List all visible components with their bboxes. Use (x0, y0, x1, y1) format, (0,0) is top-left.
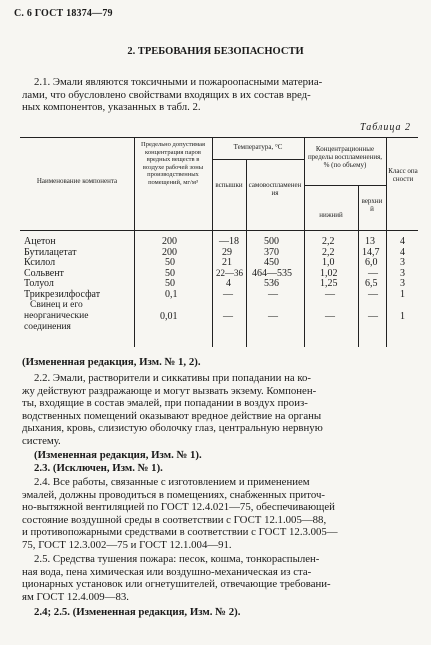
text-line: систему. (22, 434, 61, 447)
table-caption: Таблица 2 (360, 122, 411, 133)
paragraph-2-4 (22, 476, 420, 552)
text-line: ты, входящие в состав эмалей, при попадании в воздух произ- (22, 397, 308, 410)
table-row: Ацетон 200 —18 500 2,2 13 4 (24, 236, 405, 247)
table-2 (20, 137, 418, 347)
header-flash: вспышки (215, 181, 243, 189)
text-line: состояние воздушной среды в соответствии с ГОСТ 12.1.005—88, (22, 513, 327, 526)
text-line: но-вытяжной вентиляцией по ГОСТ 12.4.021—75, обеспечивающей (22, 501, 335, 514)
header-upper: верхний (361, 197, 383, 213)
header-name: Наименование компонента (36, 177, 118, 185)
table-row: Ксилол 50 21 450 1,0 6,0 3 (24, 257, 405, 268)
text-line: эмалей, должны проводиться в помещениях, снабженных приточ- (22, 488, 326, 501)
amendment-note: (Измененная редакция, Изм. № 1). (34, 449, 202, 461)
amendment-note: 2.4; 2.5. (Измененная редакция, Изм. № 2). (34, 606, 241, 618)
text-line: 2.1. Эмали являются токсичными и пожароопасными материа- (34, 76, 323, 88)
text-line: 75, ГОСТ 12.3.002—75 и ГОСТ 12.1.004—91. (22, 538, 232, 551)
text-line: дыхания, кровь, слизистую оболочку глаз, центральную нервную (22, 422, 323, 435)
table-row: Трикрезилфосфат 0,1 — — — — 1 (24, 288, 405, 300)
header-pdk: Предельно допустимая концентрация паров вредных веществ в воздухе рабочей зоны производственных помещений, мг/м³ (141, 141, 205, 186)
header-class: Класс опасности (388, 167, 418, 183)
text-line: ных компонентов, указанных в табл. 2. (22, 101, 201, 114)
table-row: Толуол 50 4 536 1,25 6,5 3 (24, 278, 405, 289)
amendment-note: (Измененная редакция, Изм. № 1, 2). (22, 356, 201, 368)
table-row: Сольвент 50 22—36 464—535 1,02 — 3 (24, 267, 405, 279)
table-row: Бутилацетат 200 29 370 2,2 14,7 4 (24, 246, 405, 258)
table-row: Свинец и его неорганические соединения 0,01 — — — — 1 (24, 300, 405, 332)
text-line: жу действуют раздражающе и могут вызвать экзему. Компонен- (22, 384, 317, 397)
text-line: ная вода, пена химическая или воздушно-механическая из ста- (22, 565, 312, 578)
text-line: 2.5. Средства тушения пожара: песок, кошма, тонкораспылен- (34, 553, 320, 565)
page-header: С. 6 ГОСТ 18374—79 (14, 8, 113, 19)
text-line: 2.4. Все работы, связанные с изготовлением и применением (34, 476, 310, 488)
header-limits: Концентрационные пределы воспламенения, % (по объему) (307, 145, 383, 169)
paragraph-2-2 (22, 372, 420, 448)
header-autoignition: самовоспламенения (248, 181, 302, 197)
header-temperature: Температура, °С (233, 143, 283, 151)
text-line: ционарных установок или огнетушителей, отвечающие требовани- (22, 578, 331, 591)
table-rule (304, 185, 386, 186)
header-lower: нижний (319, 211, 343, 219)
table-rule (212, 159, 304, 160)
paragraph-2-5 (22, 553, 420, 603)
paragraph-2-1 (22, 76, 420, 114)
text-line: водственных помещений оказывают вредное действие на органы (22, 409, 322, 422)
text-line: ям ГОСТ 12.4.009—83. (22, 590, 129, 603)
table-rule (20, 137, 418, 138)
text-line: и противопожарными средствами в соответствии с ГОСТ 12.3.005— (22, 526, 338, 539)
text-line: 2.2. Эмали, растворители и сиккативы при попадании на ко- (34, 372, 312, 384)
section-title: 2. ТРЕБОВАНИЯ БЕЗОПАСНОСТИ (127, 46, 304, 57)
paragraph-2-3: 2.3. (Исключен, Изм. № 1). (34, 462, 163, 474)
text-line: лами, что обусловлено свойствами входящих в их состав вред- (22, 88, 311, 101)
